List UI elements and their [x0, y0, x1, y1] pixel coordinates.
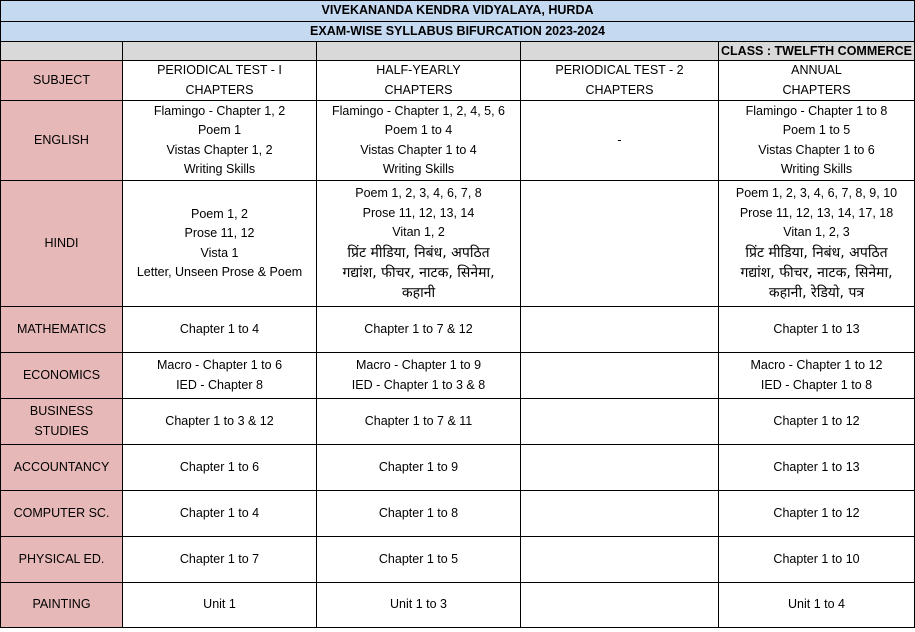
annual-hindi-line: कहानी, रेडियो, पत्र [768, 284, 865, 301]
annual-cell [719, 181, 915, 307]
hy-hindi-line: गद्यांश, फीचर, नाटक, सिनेमा, [342, 264, 495, 281]
hy-line: Chapter 1 to 5 [378, 551, 459, 566]
pt2-cell [521, 491, 719, 537]
subject-cell: PAINTING [1, 583, 123, 628]
pt1-line: IED - Chapter 8 [176, 377, 263, 392]
annual-line: Vitan 1, 2, 3 [783, 225, 850, 240]
pt1-cell [123, 445, 317, 491]
pt1-line: Writing Skills [183, 162, 256, 176]
pt2-cell [521, 307, 719, 353]
pt2-cell [521, 537, 719, 583]
pt1-line: Letter, Unseen Prose & Poem [136, 265, 303, 279]
pt1-cell [123, 537, 317, 583]
subject-cell: BUSINESS STUDIES [1, 399, 123, 445]
hy-cell [317, 101, 521, 181]
annual-cell [719, 399, 915, 445]
column-header-row [1, 61, 915, 101]
annual-hindi-line: प्रिंट मीडिया, निबंध, अपठित [745, 244, 888, 261]
annual-line: IED - Chapter 1 to 8 [760, 377, 873, 392]
annual-line: Flamingo - Chapter 1 to 8 [745, 103, 888, 118]
subject-cell: MATHEMATICS [1, 307, 123, 353]
hy-line: Flamingo - Chapter 1, 2, 4, 5, 6 [331, 103, 505, 118]
table-row [1, 445, 915, 491]
annual-cell [719, 307, 915, 353]
pt2-cell [521, 181, 719, 307]
pt1-cell [123, 491, 317, 537]
pt1-line: Vista 1 [200, 245, 239, 260]
pt1-line: Macro - Chapter 1 to 6 [156, 358, 283, 372]
hy-cell [317, 307, 521, 353]
class-row [1, 42, 915, 61]
pt1-line: Poem 1, 2 [191, 206, 248, 221]
annual-header-line: ANNUAL [791, 63, 842, 77]
class-label: CLASS : TWELFTH COMMERCE [719, 42, 915, 61]
annual-cell [719, 537, 915, 583]
annual-header [719, 61, 915, 101]
pt2-line: - [617, 132, 622, 147]
annual-cell [719, 353, 915, 399]
subject-cell: HINDI [1, 181, 123, 307]
annual-cell [719, 491, 915, 537]
pt2-cell [521, 101, 719, 181]
pt1-cell [123, 181, 317, 307]
pt1-line: Chapter 1 to 7 [179, 551, 260, 566]
pt1-line: Vistas Chapter 1, 2 [166, 142, 273, 157]
annual-line: Chapter 1 to 12 [773, 413, 860, 428]
hy-line: Macro - Chapter 1 to 9 [355, 358, 482, 372]
pt1-cell [123, 353, 317, 399]
annual-line: Chapter 1 to 13 [773, 459, 860, 474]
pt1-cell [123, 583, 317, 628]
pt2-cell [521, 399, 719, 445]
pt1-line: Chapter 1 to 4 [179, 321, 260, 336]
hy-line: Poem 1, 2, 3, 4, 6, 7, 8 [355, 186, 482, 201]
table-row [1, 101, 915, 181]
annual-header-line: CHAPTERS [782, 82, 851, 97]
annual-cell [719, 583, 915, 628]
table-row [1, 307, 915, 353]
table-body [1, 1, 915, 628]
pt1-line: Prose 11, 12 [184, 226, 255, 240]
table-row [1, 353, 915, 399]
hy-header-line: HALF-YEARLY [376, 63, 461, 77]
hy-line: Poem 1 to 4 [384, 123, 453, 137]
hy-cell [317, 181, 521, 307]
blank-cell [317, 42, 521, 61]
table-row [1, 181, 915, 307]
annual-cell [719, 445, 915, 491]
hy-line: Vitan 1, 2 [392, 225, 445, 240]
annual-line: Chapter 1 to 13 [773, 321, 860, 336]
hy-line: Unit 1 to 3 [390, 597, 447, 612]
table-row [1, 583, 915, 628]
hy-cell [317, 445, 521, 491]
pt1-cell [123, 399, 317, 445]
hy-header [317, 61, 521, 101]
table-row [1, 537, 915, 583]
annual-line: Prose 11, 12, 13, 14, 17, 18 [739, 205, 894, 220]
subject-cell: ECONOMICS [1, 353, 123, 399]
pt2-cell [521, 583, 719, 628]
school-title: VIVEKANANDA KENDRA VIDYALAYA, HURDA [1, 1, 915, 22]
pt1-line: Flamingo - Chapter 1, 2 [153, 103, 286, 118]
subject-cell: COMPUTER SC. [1, 491, 123, 537]
pt1-line: Chapter 1 to 6 [179, 459, 260, 474]
annual-line: Writing Skills [780, 162, 853, 176]
annual-line: Vistas Chapter 1 to 6 [758, 142, 875, 157]
annual-line: Macro - Chapter 1 to 12 [750, 358, 883, 372]
annual-hindi-line: गद्यांश, फीचर, नाटक, सिनेमा, [740, 264, 893, 281]
pt1-header-line: PERIODICAL TEST - I [157, 63, 282, 77]
pt2-header [521, 61, 719, 101]
pt1-line: Chapter 1 to 3 & 12 [165, 413, 274, 428]
subject-cell: ACCOUNTANCY [1, 445, 123, 491]
subject-cell: PHYSICAL ED. [1, 537, 123, 583]
hy-line: Prose 11, 12, 13, 14 [362, 205, 475, 220]
sheet-subtitle: EXAM-WISE SYLLABUS BIFURCATION 2023-2024 [1, 21, 915, 42]
hy-line: Chapter 1 to 9 [378, 459, 459, 474]
annual-line: Unit 1 to 4 [788, 597, 845, 612]
pt2-cell [521, 445, 719, 491]
pt1-line: Poem 1 [197, 123, 242, 137]
blank-cell [521, 42, 719, 61]
hy-line: Chapter 1 to 7 & 11 [364, 413, 473, 428]
pt1-header-line: CHAPTERS [185, 82, 254, 97]
subtitle-row [1, 21, 915, 42]
hy-line: IED - Chapter 1 to 3 & 8 [351, 377, 486, 392]
hy-hindi-line: कहानी [401, 284, 436, 301]
pt1-cell [123, 307, 317, 353]
pt2-cell [521, 353, 719, 399]
hy-hindi-line: प्रिंट मीडिया, निबंध, अपठित [347, 244, 490, 261]
hy-cell [317, 353, 521, 399]
pt1-line: Chapter 1 to 4 [179, 505, 260, 520]
pt1-cell [123, 101, 317, 181]
annual-cell [719, 101, 915, 181]
annual-line: Poem 1, 2, 3, 4, 6, 7, 8, 9, 10 [735, 186, 898, 201]
hy-cell [317, 583, 521, 628]
annual-line: Chapter 1 to 12 [773, 505, 860, 520]
annual-line: Poem 1 to 5 [782, 123, 851, 137]
blank-cell [123, 42, 317, 61]
hy-line: Vistas Chapter 1 to 4 [360, 142, 477, 157]
hy-header-line: CHAPTERS [384, 82, 453, 97]
subject-cell: ENGLISH [1, 101, 123, 181]
hy-line: Writing Skills [382, 162, 455, 176]
pt2-header-line: CHAPTERS [585, 82, 654, 97]
table-row [1, 491, 915, 537]
table-row [1, 399, 915, 445]
blank-cell [1, 42, 123, 61]
hy-line: Chapter 1 to 7 & 12 [364, 321, 473, 336]
annual-line: Chapter 1 to 10 [773, 551, 860, 566]
hy-line: Chapter 1 to 8 [378, 505, 459, 520]
hy-cell [317, 399, 521, 445]
pt1-line: Unit 1 [203, 597, 236, 612]
pt1-header [123, 61, 317, 101]
hy-cell [317, 491, 521, 537]
subject-header: SUBJECT [1, 61, 123, 101]
title-row [1, 1, 915, 22]
pt2-header-line: PERIODICAL TEST - 2 [555, 63, 684, 77]
hy-cell [317, 537, 521, 583]
